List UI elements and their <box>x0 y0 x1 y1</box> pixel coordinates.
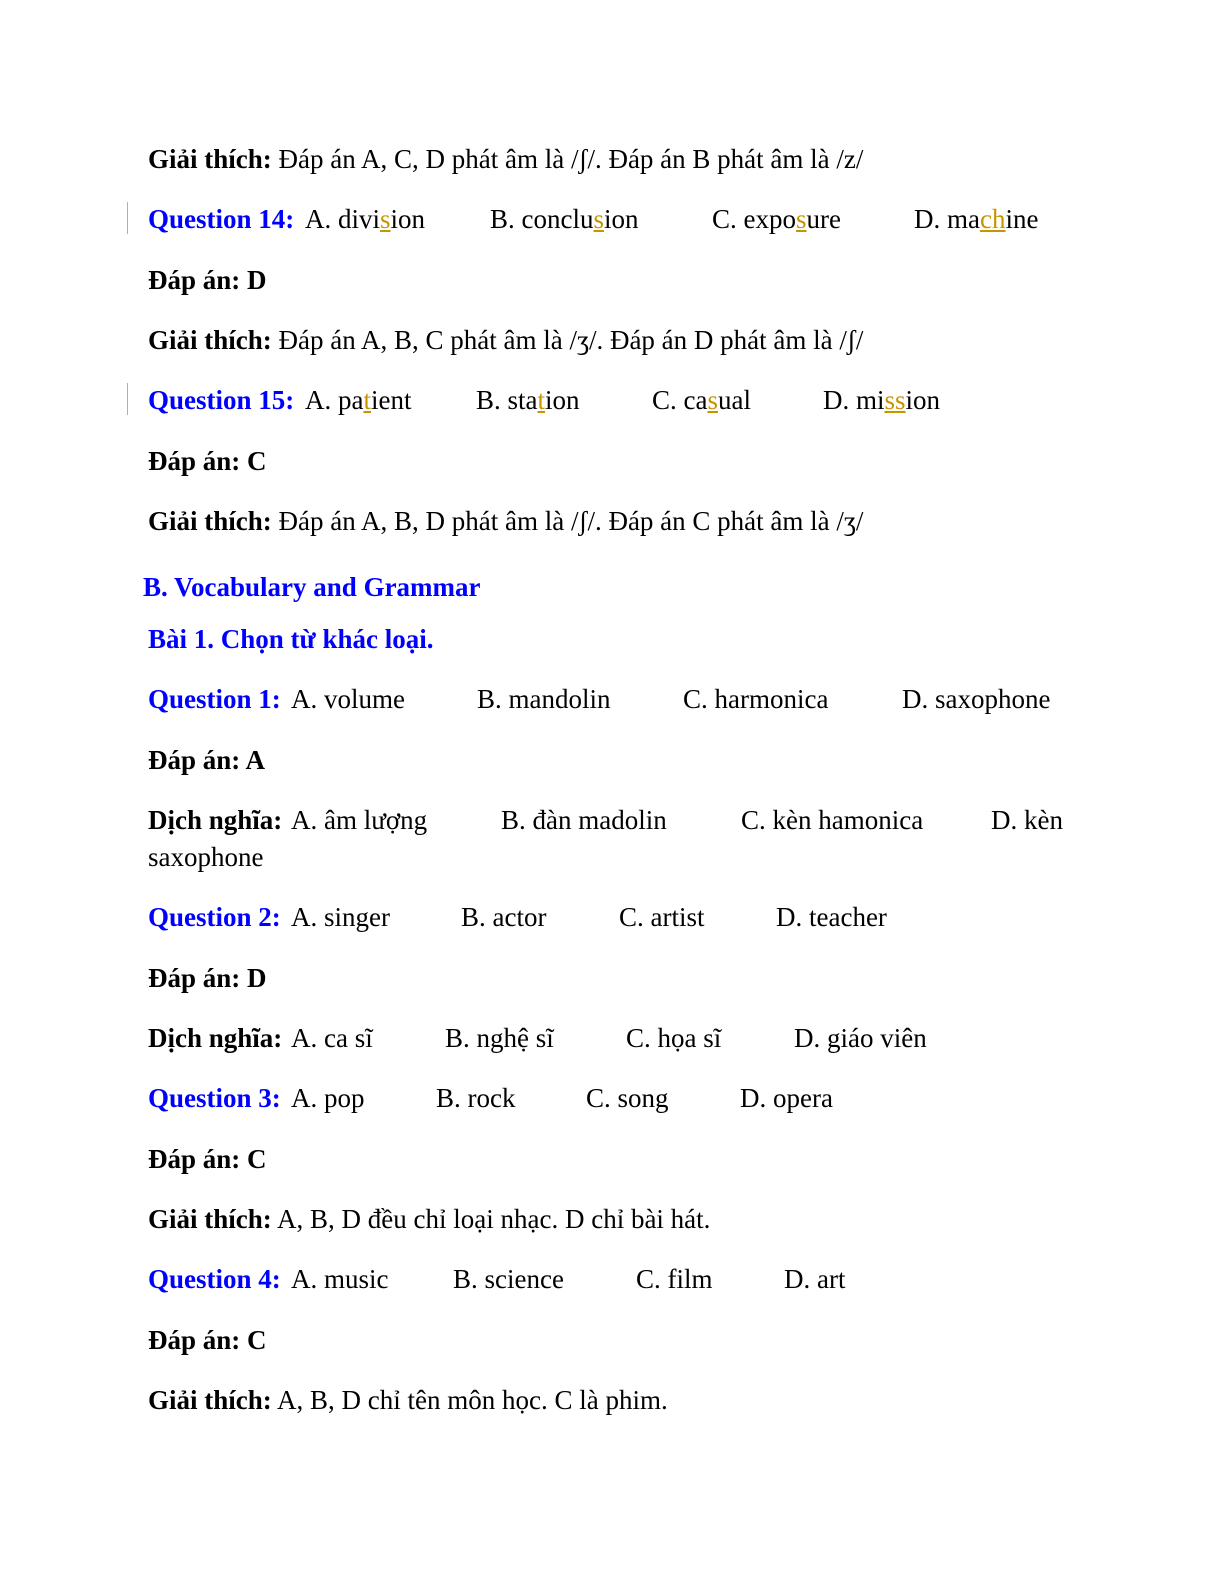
option-d: D. mission <box>823 385 941 415</box>
question-label: Question 4: <box>148 1264 281 1294</box>
option-b: B. rock <box>436 1083 516 1113</box>
option-c: C. exposure <box>712 204 841 234</box>
v4-explanation: Giải thích: A, B, D chỉ tên môn học. C là phim. <box>148 1385 668 1415</box>
option-b: B. science <box>453 1264 564 1294</box>
v1-meaning-wrap: saxophone <box>148 842 264 872</box>
explain-label: Giải thích: <box>148 144 272 174</box>
v1-answer: Đáp án: A <box>148 745 266 775</box>
option-b: B. mandolin <box>477 684 611 714</box>
explain-text: Đáp án A, C, D phát âm là /ʃ/. Đáp án B phát âm là /z/ <box>278 144 864 174</box>
option-b: B. station <box>476 385 580 415</box>
option-a: A. music <box>291 1264 389 1294</box>
option-b: B. conclusion <box>490 204 639 234</box>
vocab-question-2 <box>148 900 887 934</box>
option-a: A. singer <box>291 902 390 932</box>
q14-explanation: Giải thích: Đáp án A, B, C phát âm là /ʒ/. Đáp án D phát âm là /ʃ/ <box>148 325 864 355</box>
option-a: A. pop <box>291 1083 365 1113</box>
option-c: C. harmonica <box>683 684 829 714</box>
option-a: A. division <box>305 204 426 234</box>
v3-explanation: Giải thích: A, B, D đều chỉ loại nhạc. D chỉ bài hát. <box>148 1204 711 1234</box>
v3-answer: Đáp án: C <box>148 1144 267 1174</box>
q14-answer: Đáp án: D <box>148 265 267 295</box>
q15-explanation: Giải thích: Đáp án A, B, D phát âm là /ʃ/. Đáp án C phát âm là /ʒ/ <box>148 506 864 536</box>
option-d: D. art <box>784 1264 846 1294</box>
q13-explanation <box>148 142 863 176</box>
option-c: C. artist <box>619 902 705 932</box>
option-b: B. actor <box>461 902 547 932</box>
option-c: C. casual <box>652 385 751 415</box>
option-d: D. teacher <box>776 902 887 932</box>
vocab-question-1 <box>148 682 1051 716</box>
question-14 <box>148 202 1039 236</box>
option-a: A. volume <box>291 684 405 714</box>
revision-marker <box>127 383 128 415</box>
vocab-question-3 <box>148 1081 833 1115</box>
question-label: Question 3: <box>148 1083 281 1113</box>
revision-marker <box>127 202 128 234</box>
option-d: D. saxophone <box>902 684 1051 714</box>
question-label: Question 14: <box>148 204 295 234</box>
vocab-question-4 <box>148 1262 846 1296</box>
section-heading: B. Vocabulary and Grammar <box>143 572 481 602</box>
question-15 <box>148 383 941 417</box>
v2-meaning: Dịch nghĩa: A. ca sĩ B. nghệ sĩ C. họa sĩ D. giáo viên <box>148 1023 927 1053</box>
option-d: D. machine <box>914 204 1039 234</box>
option-c: C. film <box>636 1264 713 1294</box>
v2-answer: Đáp án: D <box>148 963 267 993</box>
meaning-label: Dịch nghĩa: <box>148 805 283 835</box>
option-d: D. opera <box>740 1083 833 1113</box>
option-c: C. song <box>586 1083 669 1113</box>
question-label: Question 15: <box>148 385 295 415</box>
exercise-heading: Bài 1. Chọn từ khác loại. <box>148 624 434 654</box>
q15-answer: Đáp án: C <box>148 446 267 476</box>
question-label: Question 2: <box>148 902 281 932</box>
question-label: Question 1: <box>148 684 281 714</box>
v4-answer: Đáp án: C <box>148 1325 267 1355</box>
v1-meaning: Dịch nghĩa: A. âm lượng B. đàn madolin C. kèn hamonica D. kèn <box>148 805 1063 835</box>
option-a: A. patient <box>305 385 412 415</box>
